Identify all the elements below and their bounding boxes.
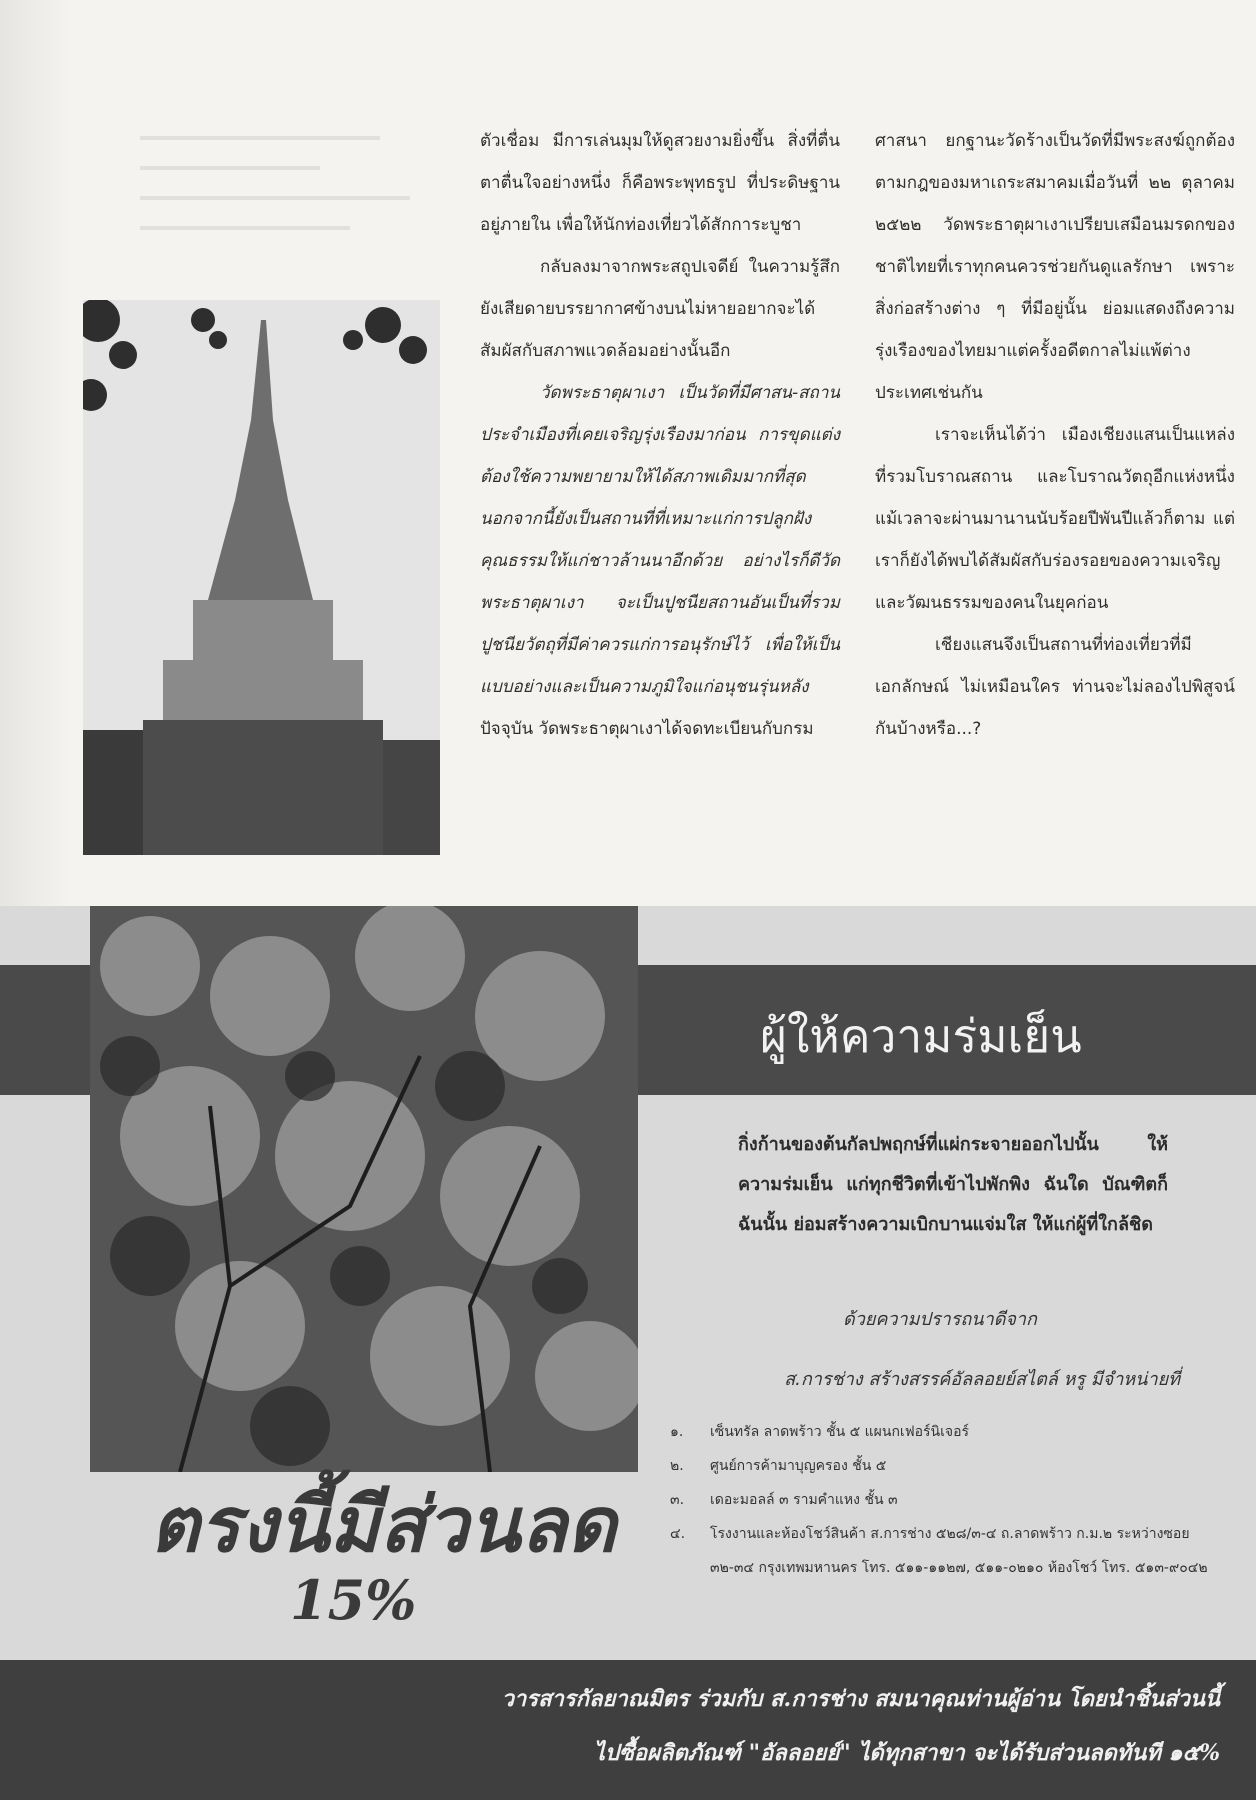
list-text: เดอะมอลล์ ๓ รามคำแหง ชั้น ๓ <box>710 1492 898 1508</box>
article-paragraph: กลับลงมาจากพระสถูปเจดีย์ ในความรู้สึกยังเสียดายบรรยากาศข้างบนไม่หายอยากจะได้สัมผัสกับสภาพแวดล้อมอย่างนั้นอีก <box>480 257 840 361</box>
ad-title-band-left <box>0 965 90 1095</box>
ad-body <box>738 1125 1168 1245</box>
branch-list <box>670 1415 1230 1585</box>
list-number: ๑. <box>670 1424 684 1440</box>
list-item <box>670 1415 1230 1449</box>
ad-body-text: กิ่งก้านของต้นกัลปพฤกษ์ที่แผ่กระจายออกไปนั้น ให้ความร่มเย็น แก่ทุกชีวิตที่เข้าไปพักพิง ฉันใด บัณฑิตก็ฉันนั้น ย่อมสร้างความเบิกบานแจ่มใส ให้แก่ผู้ที่ใกล้ชิด <box>738 1134 1168 1235</box>
ad-signature-line: ส.การช่าง สร้างสรรค์อัลลอยย์สไตล์ หรู มีจำหน่ายที่ <box>784 1369 1180 1390</box>
coupon-footer-line: ไปซื้อผลิตภัณฑ์ "อัลลอยย์" ได้ทุกสาขา จะได้รับส่วนลดทันที ๑๕% <box>593 1740 1220 1766</box>
list-item <box>670 1517 1230 1585</box>
ad-title: ผู้ให้ความร่มเย็น <box>760 1009 1082 1063</box>
bleed-through-text <box>140 110 440 310</box>
list-item <box>670 1449 1230 1483</box>
article-paragraph: วัดพระธาตุผาเงา เป็นวัดที่มีศาสน-สถานประจำเมืองที่เคยเจริญรุ่งเรืองมาก่อน การขุดแต่งต้องใช้ความพยายามให้ได้สภาพเดิมมากที่สุด นอกจากนี้ยังเป็นสถานที่ที่เหมาะแก่การปลูกฝังคุณธรรมให้แก่ชาวล้านนาอีกด้วย อย่างไรก็ดีวัดพระธาตุผาเงา จะเป็นปูชนียสถานอันเป็นที่รวมปูชนียวัตถุที่มีค่าควรแก่การอนุรักษ์ไว้ เพื่อให้เป็นแบบอย่างและเป็นความภูมิใจแก่อนุชนรุ่นหลัง <box>480 383 840 697</box>
article-paragraph: ตัวเชื่อม มีการเล่นมุมให้ดูสวยงามยิ่งขึ้น สิ่งที่ตื่นตาตื่นใจอย่างหนึ่ง ก็คือพระพุทธรูป ที่ประดิษฐานอยู่ภายใน เพื่อให้นักท่องเที่ยวได้สักการะบูชา <box>480 131 840 235</box>
list-text: โรงงานและห้องโชว์สินค้า ส.การช่าง ๕๒๘/๓-๔ ถ.ลาดพร้าว ก.ม.๒ ระหว่างซอย ๓๒-๓๔ กรุงเทพมหานคร โทร. ๕๑๑-๑๑๒๗, ๕๑๑-๐๒๑๐ ห้องโชว์ โทร. ๕๑๓-๙๐๔๒ <box>710 1526 1208 1576</box>
coupon-footer-text <box>180 1672 1220 1780</box>
list-text: เซ็นทรัล ลาดพร้าว ชั้น ๕ แผนกเฟอร์นิเจอร์ <box>710 1424 970 1440</box>
list-text: ศูนย์การค้ามาบุญครอง ชั้น ๕ <box>710 1458 887 1474</box>
article-paragraph: เราจะเห็นได้ว่า เมืองเชียงแสนเป็นแหล่งที่รวมโบราณสถาน และโบราณวัตถุอีกแห่งหนึ่ง แม้เวลาจะผ่านมานานนับร้อยปีพันปีแล้วก็ตาม แต่เราก็ยังได้พบได้สัมผัสกับร่องรอยของความเจริญและวัฒนธรรมของคนในยุคก่อน <box>875 425 1235 613</box>
list-number: ๒. <box>670 1458 684 1474</box>
list-item <box>670 1483 1230 1517</box>
article-paragraph: เชียงแสนจึงเป็นสถานที่ท่องเที่ยวที่มีเอกลักษณ์ ไม่เหมือนใคร ท่านจะไม่ลองไปพิสูจน์กันบ้างหรือ...? <box>875 635 1235 739</box>
article-paragraph: ศาสนา ยกฐานะวัดร้างเป็นวัดที่มีพระสงฆ์ถูกต้องตามกฎของมหาเถระสมาคมเมื่อวันที่ ๒๒ ตุลาคม ๒๕๒๒ วัดพระธาตุผาเงาเปรียบเสมือนมรดกของชาติไทยที่เราทุกคนควรช่วยกันดูแลรักษา เพราะสิ่งก่อสร้างต่าง ๆ ที่มีอยู่นั้น ย่อมแสดงถึงความรุ่งเรืองของไทยมาแต่ครั้งอดีตกาลไม่แพ้ต่างประเทศเช่นกัน <box>875 131 1235 403</box>
ad-signature <box>690 1290 1190 1410</box>
ad-signature-line: ด้วยความปรารถนาดีจาก <box>843 1309 1037 1330</box>
list-number: ๔. <box>670 1526 686 1542</box>
discount-percent: 15% <box>290 1568 417 1632</box>
discount-text: ตรงนี้มีส่วนลด <box>150 1480 617 1569</box>
pagoda-photo <box>83 300 440 855</box>
coupon-footer-line: วารสารกัลยาณมิตร ร่วมกับ ส.การช่าง สมนาคุณท่านผู้อ่าน โดยนำชิ้นส่วนนี้ <box>501 1686 1220 1712</box>
article-paragraph: ปัจจุบัน วัดพระธาตุผาเงาได้จดทะเบียนกับกรม <box>480 719 814 739</box>
list-number: ๓. <box>670 1492 685 1508</box>
article-column-right <box>875 120 1235 750</box>
tree-photo <box>90 906 638 1472</box>
discount-callout <box>150 1480 630 1630</box>
article-column-middle <box>480 120 840 750</box>
